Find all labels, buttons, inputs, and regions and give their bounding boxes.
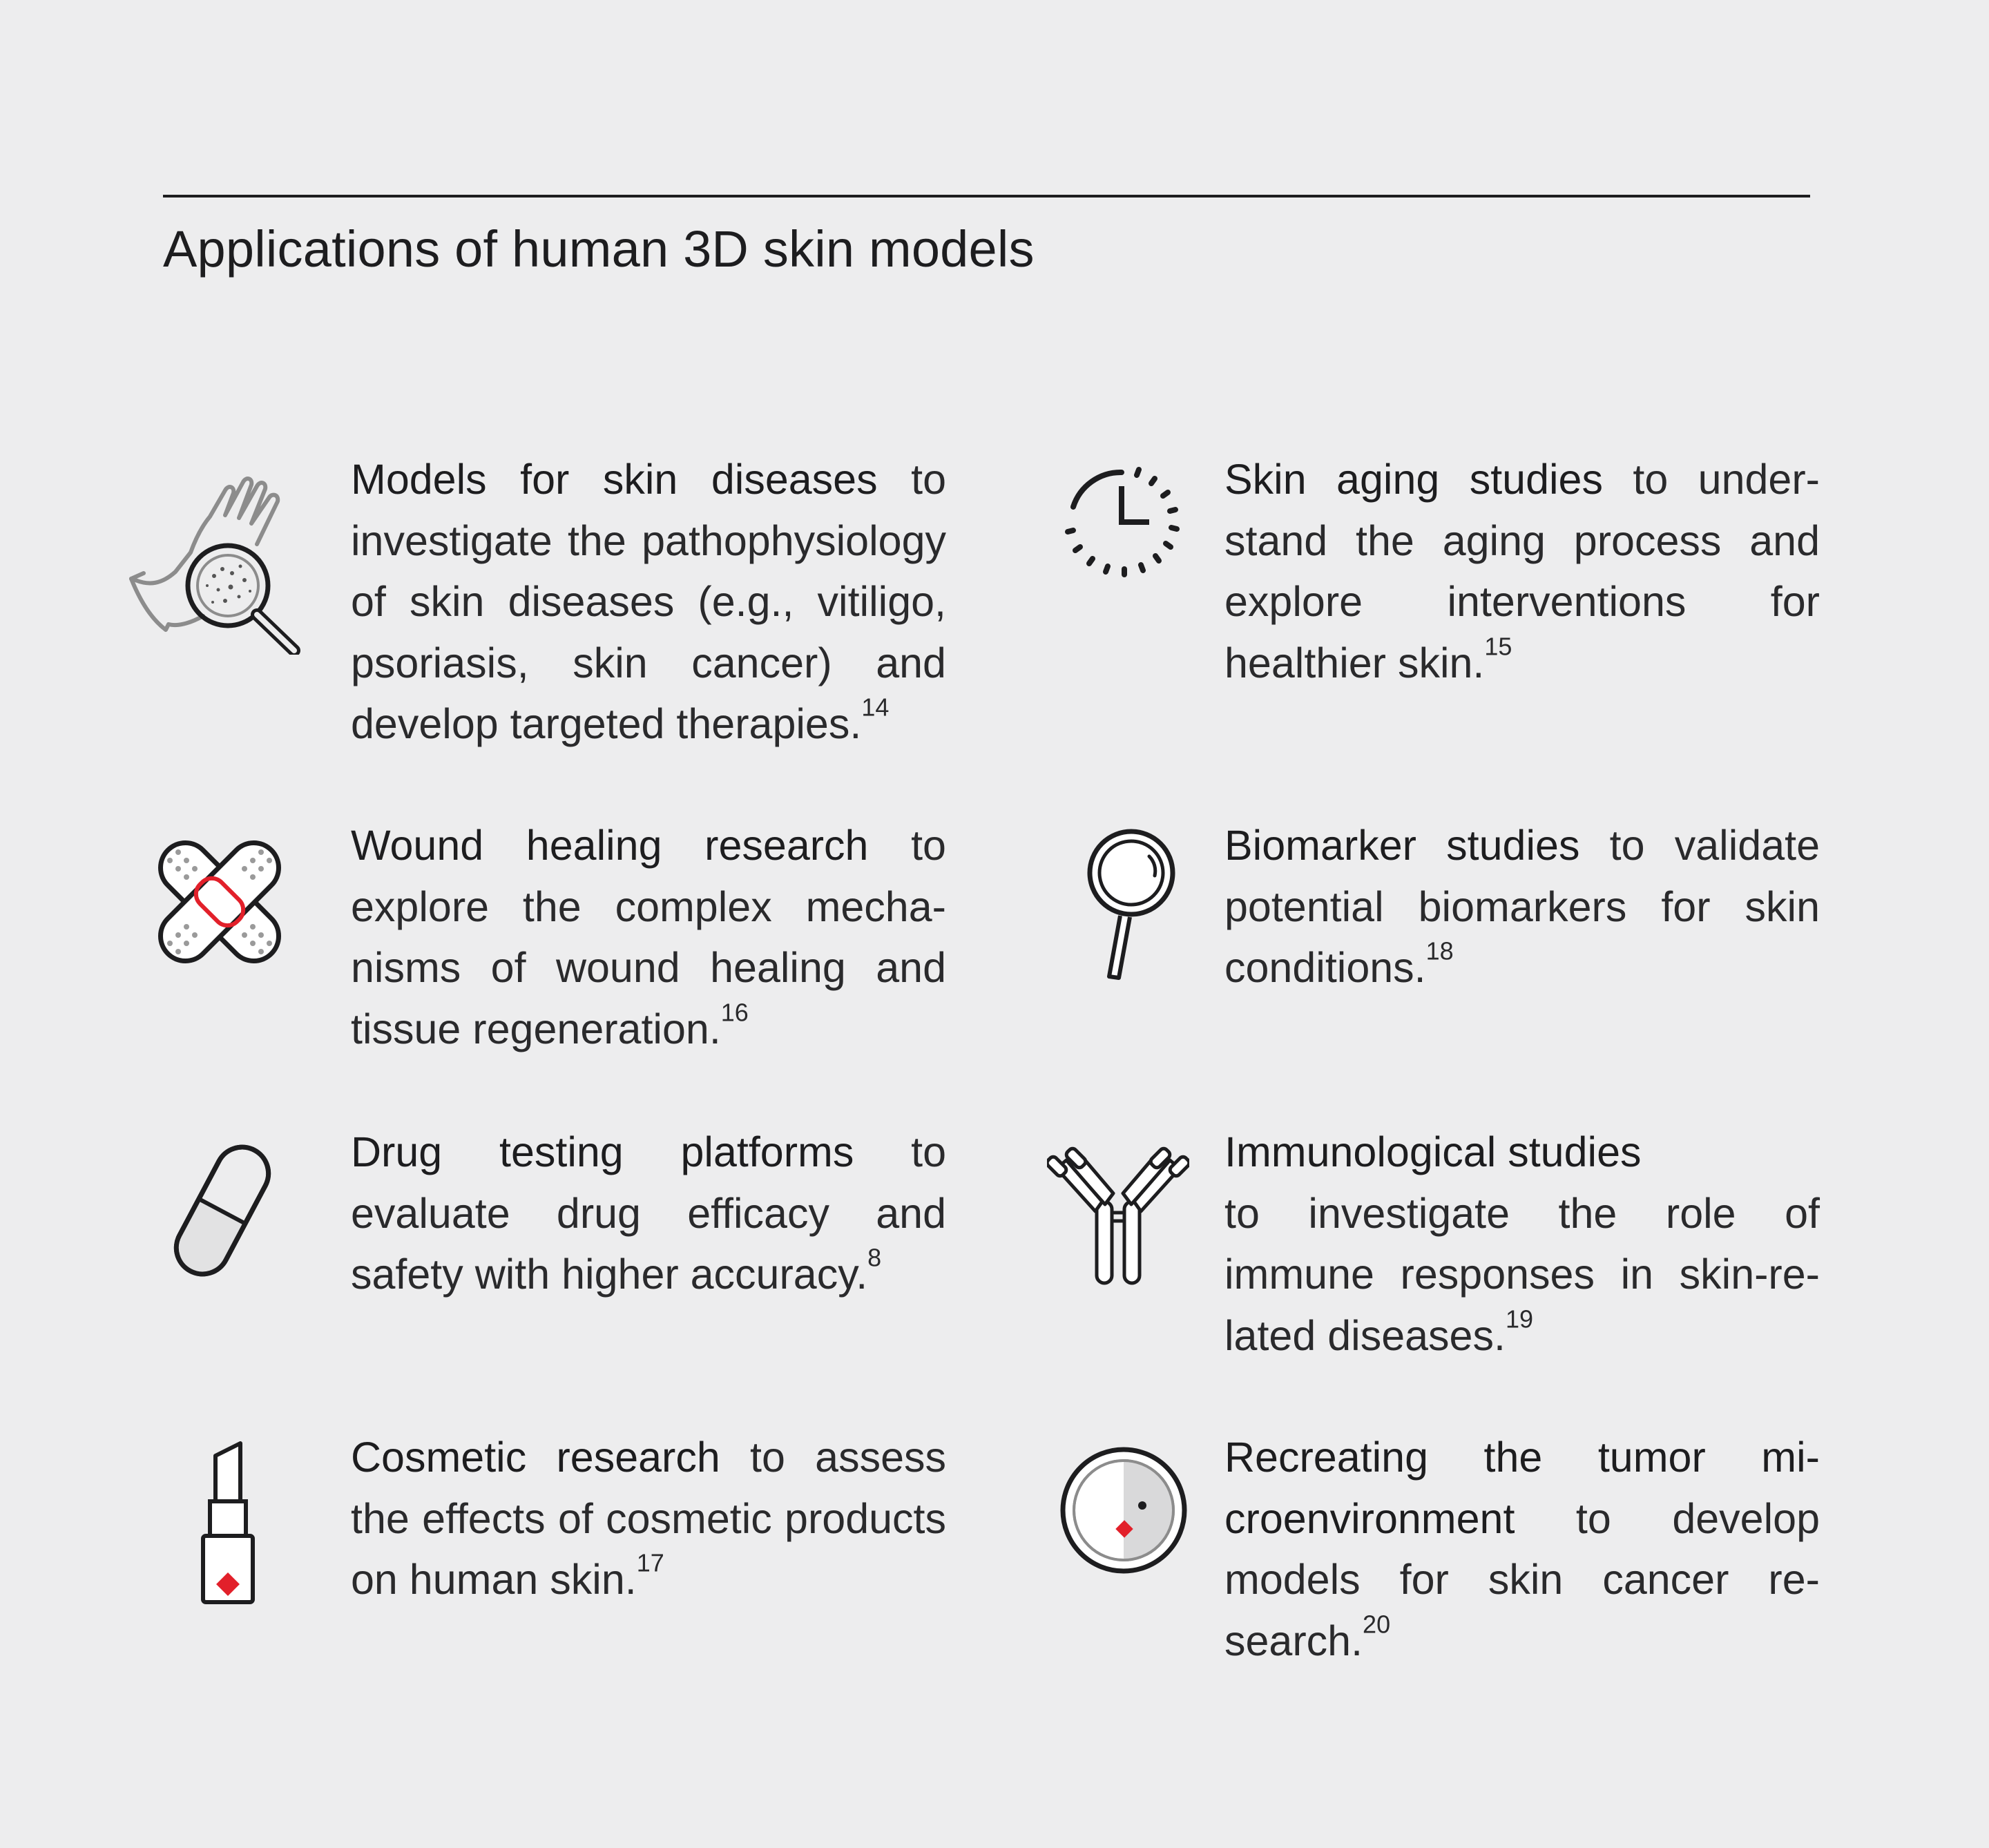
magnifier-icon: [1083, 825, 1180, 985]
antibody-icon: [1047, 1135, 1189, 1287]
item-body: to validate potential biomarkers for skin conditions.: [1224, 822, 1820, 991]
item-text: [351, 1427, 946, 1610]
item-lead: Cosmetic research: [351, 1434, 720, 1481]
reference-number: 18: [1425, 936, 1454, 965]
item-body: to explore the complex mechanisms of wound healing and tissue regeneration.: [351, 822, 946, 1052]
page-title: Applications of human 3D skin models: [163, 220, 1035, 278]
capsule-icon: [169, 1138, 276, 1283]
clock-icon: [1061, 461, 1182, 583]
item-lead: Wound healing research: [351, 822, 869, 869]
bandage-icon: [142, 825, 297, 979]
petri-dish-icon: [1058, 1445, 1189, 1576]
item-body: to investigate the role of immune responses in skin-related diseases.: [1224, 1189, 1820, 1359]
reference-number: 15: [1484, 632, 1512, 661]
item-text: [351, 815, 946, 1059]
item-text: [1224, 449, 1820, 693]
item-body: to investigate the pathophysiology of skin diseases (e.g., vitiligo, psoriasis, skin cancer) and develop targeted therapies.: [351, 456, 946, 747]
item-lead: Immunological studies: [1224, 1128, 1642, 1175]
top-rule: [163, 195, 1810, 198]
item-text: [351, 1122, 946, 1305]
item-body: to develop models for skin cancer research.: [1224, 1494, 1820, 1664]
item-lead: Drug testing platforms: [351, 1128, 854, 1175]
item-lead: Models for skin diseases: [351, 456, 878, 503]
reference-number: 14: [861, 693, 890, 722]
item-text: [1224, 1427, 1820, 1671]
item-lead: Biomarker studies: [1224, 822, 1580, 869]
hand-magnifier-icon: [122, 461, 308, 655]
item-body: to evaluate drug efficacy and safety with higher accuracy.: [351, 1128, 946, 1298]
item-text: [1224, 1122, 1820, 1366]
reference-number: 16: [720, 998, 749, 1027]
reference-number: 17: [636, 1548, 664, 1577]
item-body: to assess the effects of cosmetic products on human skin.: [351, 1434, 946, 1603]
item-text: [1224, 815, 1820, 999]
item-body: to understand the aging process and explore interventions for healthier skin.: [1224, 456, 1820, 686]
reference-number: 8: [867, 1243, 882, 1272]
reference-number: 20: [1363, 1610, 1391, 1639]
item-lead: Recreating the tumor microenvironment: [1224, 1434, 1820, 1542]
item-lead: Skin aging studies: [1224, 456, 1603, 503]
lipstick-icon: [198, 1441, 260, 1606]
item-text: [351, 449, 946, 755]
reference-number: 19: [1505, 1305, 1533, 1334]
